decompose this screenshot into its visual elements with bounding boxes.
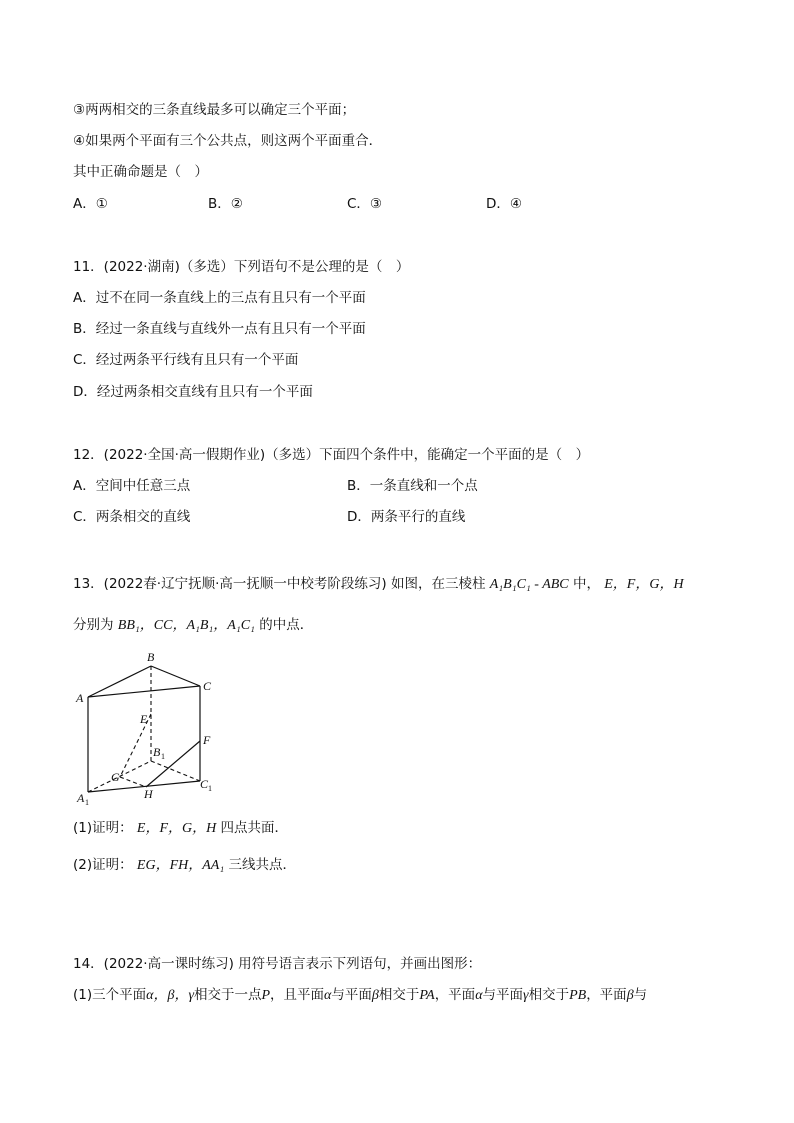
q11-option-d: D．经过两条相交直线有且只有一个平面	[73, 384, 313, 400]
edge-bc	[151, 666, 200, 686]
q11-option-c: C．经过两条平行线有且只有一个平面	[73, 352, 299, 368]
q12-option-c: C．两条相交的直线	[73, 509, 191, 525]
q14-part1-b: 相交于一点	[193, 987, 262, 1003]
prism-figure	[60, 645, 230, 815]
q14-part1-g: 与平面	[482, 987, 524, 1003]
label-h: H	[144, 787, 153, 801]
q10-prompt: 其中正确命题是（ ）	[73, 164, 208, 180]
q14-part1-f: ，平面	[434, 987, 476, 1003]
q13-line2-end: 的中点．	[259, 617, 314, 633]
q14-beta-2: β	[626, 988, 634, 1003]
q12-option-d: D．两条平行的直线	[347, 509, 466, 525]
q13-stem	[73, 575, 684, 594]
q13-part2-lines: EG，FH，AA₁	[136, 858, 225, 873]
q14-alpha-2: α	[475, 988, 483, 1003]
q10-option-d: D．④	[486, 196, 522, 212]
q14-pa: PA	[419, 988, 435, 1003]
label-c1-sub: 1	[208, 784, 212, 793]
q14-gamma: γ	[523, 988, 529, 1003]
q10-option-c: C．③	[347, 196, 383, 212]
q14-pb: PB	[569, 988, 587, 1003]
q14-stem: 14．(2022·高一课时练习) 用符号语言表示下列语句，并画出图形：	[73, 956, 482, 972]
q12-option-a: A．空间中任意三点	[73, 478, 191, 494]
edge-b1c1-hidden	[151, 761, 200, 781]
q14-part1-a: (1)三个平面	[73, 987, 147, 1003]
label-a1: A	[77, 791, 85, 805]
label-b: B	[147, 650, 155, 664]
q10-statement-3: ③两两相交的三条直线最多可以确定三个平面；	[73, 102, 356, 118]
q13-line-2	[73, 616, 313, 635]
q14-beta: β	[371, 988, 379, 1003]
q10-option-b: B．②	[208, 196, 243, 212]
q13-stem-mid: 中，	[572, 576, 600, 592]
label-c1: C	[200, 777, 209, 791]
q14-part-1	[73, 986, 647, 1005]
q14-greek: α，β，γ	[146, 988, 194, 1003]
label-b1-sub: 1	[161, 752, 165, 761]
q13-part-2	[73, 856, 296, 875]
q12-option-b: B．一条直线和一个点	[347, 478, 478, 494]
label-b1: B	[153, 745, 161, 759]
q13-part1-points: E，F，G，H	[136, 821, 217, 836]
q13-prism: A₁B₁C₁ - ABC	[489, 577, 569, 592]
q13-part-1	[73, 819, 288, 838]
label-c: C	[203, 679, 212, 693]
q13-stem-text: 13．(2022春·辽宁抚顺·高一抚顺一中校考阶段练习) 如图，在三棱柱	[73, 576, 486, 592]
q14-part1-d: 与平面	[331, 987, 372, 1003]
q10-statement-4: ④如果两个平面有三个公共点，则这两个平面重合．	[73, 133, 383, 149]
q10-option-a: A．①	[73, 196, 108, 212]
q11-option-a: A．过不在同一条直线上的三点有且只有一个平面	[73, 290, 366, 306]
q13-midpoints: BB₁，CC，A₁B₁，A₁C₁	[117, 618, 255, 633]
q14-alpha: α	[324, 988, 332, 1003]
q14-part1-h: 相交于	[528, 987, 570, 1003]
q13-part2-end: 三线共点．	[228, 857, 297, 873]
q13-part2-label: (2)证明：	[73, 857, 133, 873]
q13-part1-end: 四点共面．	[220, 820, 289, 836]
q14-part1-e: 相交于	[378, 987, 420, 1003]
q11-stem: 11．(2022·湖南)（多选）下列语句不是公理的是（ ）	[73, 259, 410, 275]
edge-ac	[88, 686, 200, 697]
q14-part1-i: ，平面	[586, 987, 627, 1003]
q13-part1-label: (1)证明：	[73, 820, 133, 836]
label-a1-sub: 1	[85, 798, 89, 807]
label-e: E	[140, 712, 148, 726]
label-g: G	[111, 770, 120, 784]
label-f: F	[203, 733, 211, 747]
segment-gh-hidden	[120, 777, 146, 787]
q12-stem: 12．(2022·全国·高一假期作业)（多选）下面四个条件中，能确定一个平面的是（ ）	[73, 447, 590, 463]
q14-part1-c: ，且平面	[270, 987, 325, 1003]
edge-ab	[88, 666, 151, 697]
q14-part1-j: 与	[633, 987, 648, 1003]
q13-points: E，F，G，H	[604, 577, 684, 592]
label-a: A	[76, 691, 84, 705]
q11-option-b: B．经过一条直线与直线外一点有且只有一个平面	[73, 321, 366, 337]
q13-line2-text: 分别为	[73, 617, 114, 633]
q14-point-p: P	[261, 988, 271, 1003]
